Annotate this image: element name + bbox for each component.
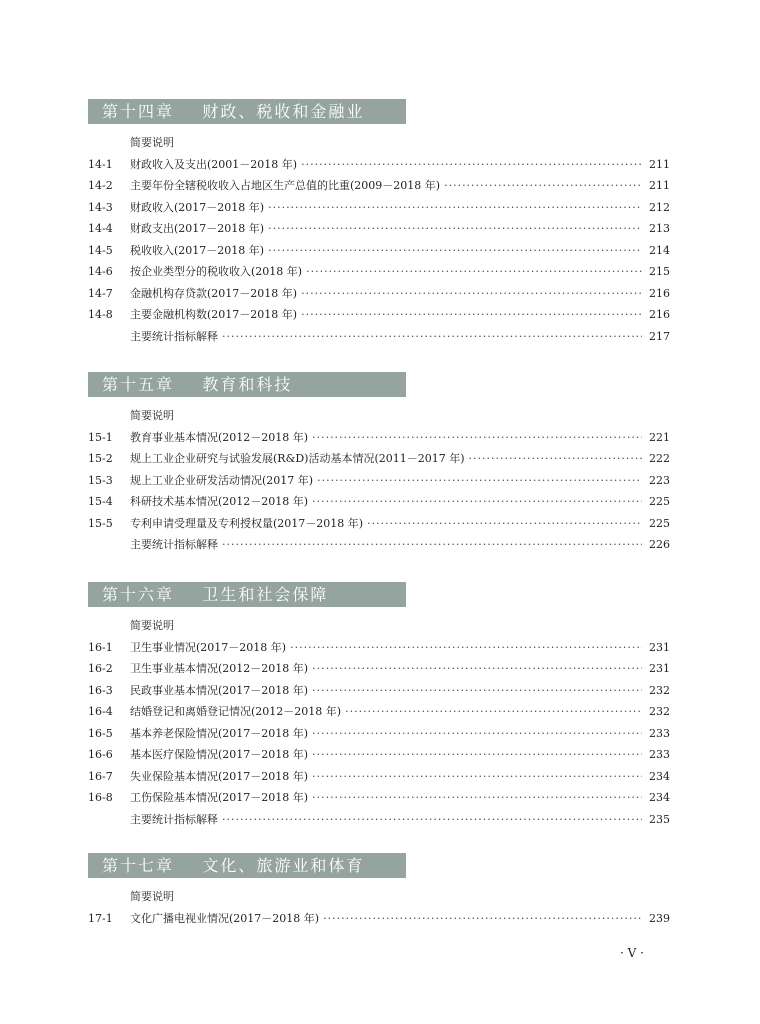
dot-leader [312, 723, 642, 745]
entry-title: 工伤保险基本情况(2017－2018 年) [130, 791, 309, 804]
toc-entry[interactable] [88, 218, 670, 240]
entry-page: 211 [649, 157, 670, 171]
entry-page: 214 [649, 243, 670, 257]
dot-leader [323, 908, 642, 930]
toc-entry[interactable] [88, 326, 670, 348]
entry-page: 232 [649, 683, 670, 697]
toc-entry-intro[interactable]: 简要说明 [130, 890, 174, 903]
entry-title: 主要统计指标解释 [130, 329, 218, 343]
entry-title: 结婚登记和离婚登记情况(2012－2018 年) [130, 705, 342, 718]
dot-leader [312, 491, 642, 513]
entry-page: 216 [649, 308, 670, 321]
entry-number: 15-3 [88, 473, 113, 487]
dot-leader [345, 701, 642, 723]
entry-page: 213 [649, 222, 670, 235]
entry-page: 225 [649, 495, 670, 508]
dot-leader [312, 766, 642, 788]
entry-number: 14-8 [88, 308, 113, 321]
entry-title: 金融机构存贷款(2017－2018 年) [130, 286, 298, 300]
entry-title: 按企业类型分的税收收入(2018 年) [130, 265, 303, 278]
chapter-heading: 第十七章 文化、旅游业和体育 [88, 853, 406, 878]
toc-entry[interactable] [88, 658, 670, 680]
toc-entry[interactable] [88, 766, 670, 788]
entry-title: 民政事业基本情况(2017－2018 年) [130, 683, 309, 697]
toc-entry[interactable] [88, 283, 670, 305]
toc-entry[interactable] [88, 240, 670, 262]
toc-entry[interactable] [88, 427, 670, 449]
entry-title: 规上工业企业研究与试验发展(R&D)活动基本情况(2011－2017 年) [130, 452, 465, 465]
toc-entry[interactable] [88, 304, 670, 326]
entry-title: 科研技术基本情况(2012－2018 年) [130, 495, 309, 508]
entry-number: 15-1 [88, 430, 113, 444]
entry-number: 14-3 [88, 200, 113, 214]
chapter-heading: 第十五章 教育和科技 [88, 372, 406, 397]
entry-page: 225 [649, 516, 670, 530]
dot-leader [312, 744, 642, 766]
entry-number: 14-1 [88, 157, 113, 171]
toc-entry[interactable] [88, 491, 670, 513]
dot-leader [312, 787, 642, 809]
page-number: · V · [620, 946, 644, 960]
dot-leader [301, 283, 642, 305]
entry-number: 14-4 [88, 222, 113, 235]
toc-entry[interactable] [88, 154, 670, 176]
entry-title: 主要统计指标解释 [130, 812, 218, 826]
entry-title: 教育事业基本情况(2012－2018 年) [130, 430, 309, 444]
dot-leader [222, 534, 642, 556]
entry-number: 14-7 [88, 286, 113, 300]
toc-entry[interactable] [88, 175, 670, 197]
entry-number: 14-5 [88, 243, 113, 257]
entry-page: 223 [649, 473, 670, 487]
toc-entry[interactable] [88, 744, 670, 766]
entry-page: 215 [649, 265, 670, 278]
entry-page: 226 [649, 538, 670, 551]
entry-page: 212 [649, 200, 670, 214]
entry-title: 失业保险基本情况(2017－2018 年) [130, 769, 309, 783]
dot-leader [469, 448, 642, 470]
entry-title: 税收收入(2017－2018 年) [130, 243, 265, 257]
chapter-heading: 第十六章 卫生和社会保障 [88, 582, 406, 607]
toc-entry[interactable] [88, 809, 670, 831]
entry-page: 217 [649, 329, 670, 343]
dot-leader [268, 218, 642, 240]
dot-leader [222, 809, 642, 831]
entry-number: 15-4 [88, 495, 113, 508]
entry-title: 财政支出(2017－2018 年) [130, 222, 265, 235]
toc-entry[interactable] [88, 534, 670, 556]
chapter-section [88, 99, 670, 347]
dot-leader [222, 326, 642, 348]
toc-entry-intro[interactable]: 简要说明 [130, 409, 174, 422]
entry-title: 基本医疗保险情况(2017－2018 年) [130, 748, 309, 761]
dot-leader [312, 658, 642, 680]
entry-page: 211 [649, 179, 670, 192]
dot-leader [301, 304, 642, 326]
entry-page: 233 [649, 726, 670, 740]
dot-leader [444, 175, 642, 197]
entry-title: 财政收入(2017－2018 年) [130, 200, 265, 214]
entry-number: 17-1 [88, 911, 113, 925]
toc-entry[interactable] [88, 513, 670, 535]
entry-number: 14-2 [88, 179, 113, 192]
dot-leader [268, 197, 642, 219]
entry-title: 专利申请受理量及专利授权量(2017－2018 年) [130, 516, 364, 530]
toc-entry[interactable] [88, 908, 670, 930]
dot-leader [290, 637, 642, 659]
entry-page: 216 [649, 286, 670, 300]
entry-page: 234 [649, 791, 670, 804]
chapter-heading: 第十四章 财政、税收和金融业 [88, 99, 406, 124]
dot-leader [317, 470, 642, 492]
dot-leader [301, 154, 642, 176]
chapter-section [88, 372, 670, 556]
entry-number: 15-5 [88, 516, 113, 530]
toc-entry[interactable] [88, 261, 670, 283]
entry-title: 主要金融机构数(2017－2018 年) [130, 308, 298, 321]
entry-title: 基本养老保险情况(2017－2018 年) [130, 726, 309, 740]
entry-title: 卫生事业情况(2017－2018 年) [130, 640, 287, 654]
entry-title: 卫生事业基本情况(2012－2018 年) [130, 662, 309, 675]
entry-page: 231 [649, 662, 670, 675]
entry-page: 235 [649, 812, 670, 826]
toc-entry[interactable] [88, 723, 670, 745]
dot-leader [306, 261, 642, 283]
toc-entry[interactable] [88, 197, 670, 219]
entry-page: 231 [649, 640, 670, 654]
dot-leader [312, 680, 642, 702]
entry-number: 16-8 [88, 791, 113, 804]
entry-title: 规上工业企业研发活动情况(2017 年) [130, 473, 314, 487]
toc-entry[interactable] [88, 787, 670, 809]
entry-number: 15-2 [88, 452, 113, 465]
entry-number: 16-6 [88, 748, 113, 761]
toc-entry-intro[interactable]: 简要说明 [130, 136, 174, 149]
entry-page: 232 [649, 705, 670, 718]
entry-page: 239 [649, 911, 670, 925]
entry-title: 主要年份全辖税收收入占地区生产总值的比重(2009－2018 年) [130, 179, 441, 192]
dot-leader [312, 427, 642, 449]
dot-leader [367, 513, 642, 535]
entry-number: 16-4 [88, 705, 113, 718]
entry-title: 财政收入及支出(2001－2018 年) [130, 157, 298, 171]
entry-number: 16-5 [88, 726, 113, 740]
chapter-section [88, 853, 670, 929]
dot-leader [268, 240, 642, 262]
entry-number: 16-2 [88, 662, 113, 675]
entry-number: 16-1 [88, 640, 113, 654]
toc-entry[interactable] [88, 470, 670, 492]
entry-number: 16-7 [88, 769, 113, 783]
entry-page: 234 [649, 769, 670, 783]
entry-number: 14-6 [88, 265, 113, 278]
entry-title: 文化广播电视业情况(2017－2018 年) [130, 911, 320, 925]
toc-entry[interactable] [88, 701, 670, 723]
chapter-section [88, 582, 670, 830]
entry-title: 主要统计指标解释 [130, 538, 218, 551]
entry-page: 233 [649, 748, 670, 761]
toc-entry[interactable] [88, 448, 670, 470]
entry-number: 16-3 [88, 683, 113, 697]
entry-page: 222 [649, 452, 670, 465]
toc-entry-intro[interactable]: 简要说明 [130, 619, 174, 632]
toc-entry[interactable] [88, 680, 670, 702]
entry-page: 221 [649, 430, 670, 444]
toc-entry[interactable] [88, 637, 670, 659]
